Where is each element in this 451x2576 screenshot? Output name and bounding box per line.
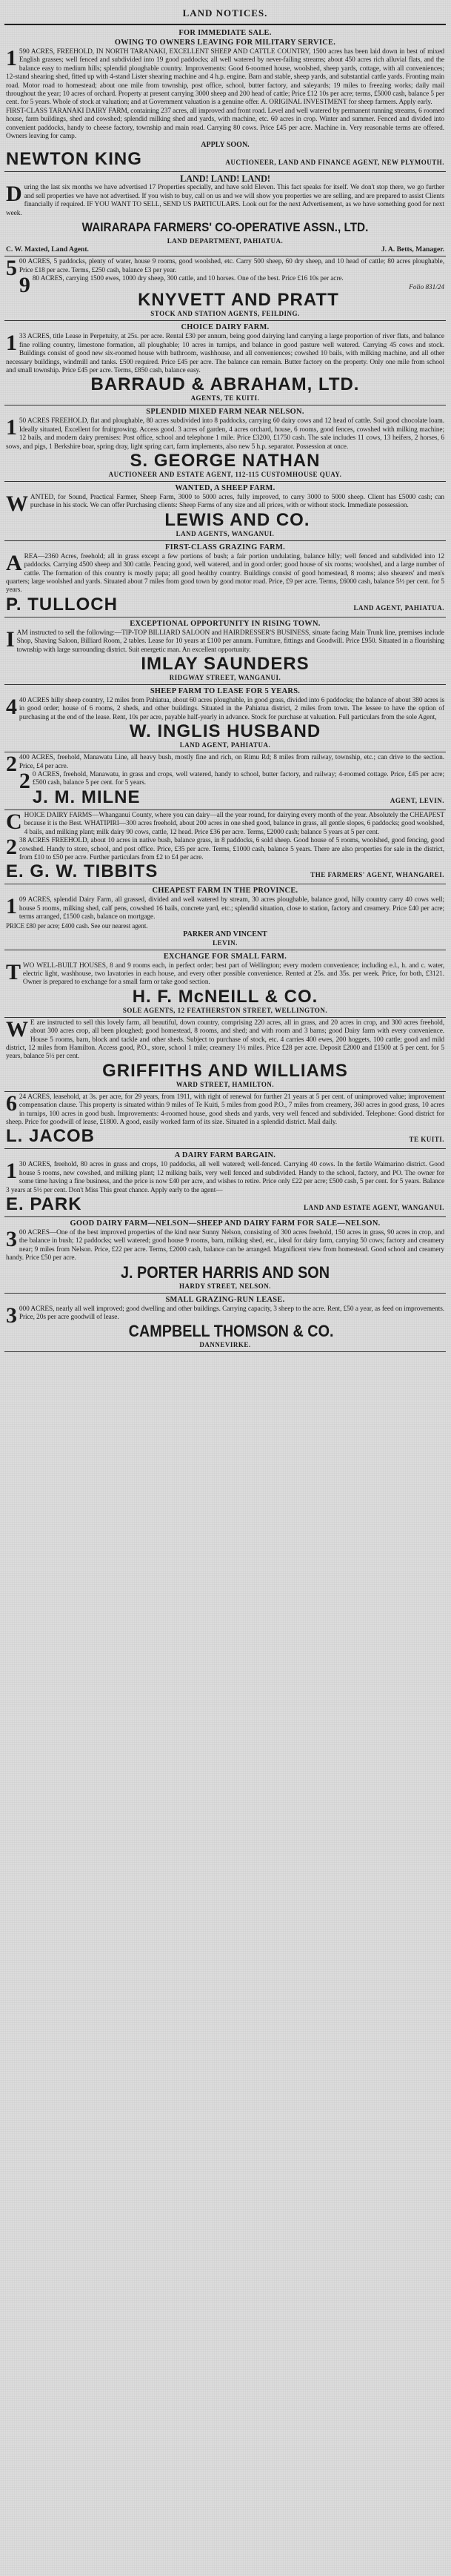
advertiser-name: IMLAY SAUNDERS — [141, 654, 310, 675]
advertiser-name: GRIFFITHS AND WILLIAMS — [102, 1060, 348, 1081]
advertiser-address: LAND DEPARTMENT, PAHIATUA. — [167, 237, 284, 245]
advertiser-name: E. G. W. TIBBITS — [6, 861, 158, 882]
ad-title: FOR IMMEDIATE SALE. — [178, 29, 272, 37]
ad-body-secondary: PRICE £80 per acre; £400 cash. See our nearest agent. — [6, 921, 148, 930]
advertiser-address: DANNEVIRKE. — [199, 1341, 251, 1349]
ad-body: 150 ACRES FREEHOLD, flat and ploughable, 80 acres subdivided into 8 paddocks, carrying 60 dairy cows and 12 head of cattle. Soil good chocolate loam. Ideally situated, Excellent for fruitgrowing. Access good. 3 acres of garden, 4 acres orchard, house, 6 rooms, good fences, cowshed with milking machine; 12 bails, and modern dairy premises: Post office, school and telephone 1 mile. Price £3200, £1750 cash. The sale includes 11 cows, 13 heifers, 2 horses, 6 sows, and pigs, 1 Berkshire boar, spring dray, light spring cart, farm implements, also new 5 h.p. separator. Possession at once. — [6, 415, 444, 451]
advertisement-wairarapa-farmers — [4, 172, 446, 256]
advertiser-name: E. PARK — [6, 1194, 82, 1215]
land-notices-column — [4, 1, 446, 2574]
ad-body: 3000 ACRES, nearly all well improved; good dwelling and other buildings. Carrying capacity, 3 sheep to the acre. Rent, £50 a year, as feed on improvements. Price, 20s per acre goodwill of lease. — [6, 1302, 444, 1328]
advertiser-address: RIDGWAY STREET, WANGANUI. — [169, 674, 281, 682]
manager-line: J. A. Betts, Manager. — [381, 245, 444, 254]
advertiser-name: P. TULLOCH — [6, 594, 118, 615]
advertiser-name: NEWTON KING — [6, 149, 142, 170]
advertisement-tulloch — [4, 541, 446, 617]
advertisement-park — [4, 1149, 446, 1217]
advertisement-knyvett-pratt — [4, 256, 446, 321]
advertiser-name: H. F. McNEILL & CO. — [132, 986, 318, 1007]
ad-body: WANTED, for Sound, Practical Farmer, Sheep Farm, 3000 to 5000 acres, fully improved, to carry 3000 to 5000 sheep. Client has £5000 cash; can purchase in his stock. We can offer Purchasing clients: Sheep Farms of any size and all prices, with or without stock. Immediate possession. — [6, 491, 444, 516]
advertiser-name: WAIRARAPA FARMERS' CO-OPERATIVE ASSN., LTD. — [81, 220, 369, 235]
advertiser-address: TE KUITI. — [409, 1136, 444, 1144]
ad-title: SPLENDID MIXED FARM NEAR NELSON. — [146, 408, 304, 417]
ad-title: EXCEPTIONAL OPPORTUNITY IN RISING TOWN. — [130, 619, 321, 628]
ad-body: 300 ACRES—One of the best improved properties of the kind near Sunny Nelson, consisting of 300 acres freehold, 150 acres in grass, 90 acres in crop, and the balance in bush; 12 paddocks; well watered; good house 9 rooms, barn, milking shed, etc., ideal for dairy farm, carrying 50 cows; factory and creamery near; 9 miles from Nelson. Price, £22 per acre. Terms, £2000 cash, balance can be arranged. Magnificent view from homestead. Good school and creamery handy. Price £50 per acre. — [6, 1227, 444, 1262]
ad-body: WE are instructed to sell this lovely farm, all beautiful, down country, comprising 220 acres, all in grass, and 20 acres in crop, and 300 acres freehold, about 300 acres crop, all been ploughed; good homestead, 8 rooms, and shed; and with room and 3 barns; good Dairy farm with every convenience. House 5 rooms, barn, block and tackle and other sheds. Subject to purchase of stock, etc. 4 carries 400 ewes, 200 hoggets, 100 cattle; good and mild district, 12 miles from Hamilton. Access good, P.O., store, school 1 mile; creamery 1½ miles. Price £28 per acre. Deposit £2000 and £1500 at 5 per cent. for 5 years, balance 5½ per cent. — [6, 1016, 444, 1061]
advertisement-mcneill — [4, 950, 446, 1018]
advertiser-address: LAND AGENT, PAHIATUA. — [179, 741, 271, 749]
advertiser-name: BARRAUD & ABRAHAM, LTD. — [90, 374, 360, 395]
advertiser-address: LEVIN. — [213, 938, 238, 947]
ad-title: WANTED, A SHEEP FARM. — [175, 483, 275, 492]
advertisement-jacob — [4, 1092, 446, 1150]
land-agent-line: C. W. Maxted, Land Agent. — [6, 245, 89, 254]
ad-title: FIRST-CLASS GRAZING FARM. — [165, 543, 285, 552]
ad-subtitle: OWING TO OWNERS LEAVING FOR MILITARY SERVICE. — [114, 39, 336, 47]
advertisement-milne — [4, 752, 446, 810]
advertiser-name: W. INGLIS HUSBAND — [129, 721, 321, 742]
advertiser-name: LEWIS AND CO. — [164, 509, 310, 530]
ad-title: EXCHANGE FOR SMALL FARM. — [163, 952, 287, 961]
ad-title: A DAIRY FARM BARGAIN. — [174, 1151, 276, 1160]
advertiser-address: STOCK AND STATION AGENTS, FEILDING. — [150, 310, 300, 318]
ad-title: SHEEP FARM TO LEASE FOR 5 YEARS. — [150, 687, 301, 696]
ad-body: 440 ACRES hilly sheep country, 12 miles from Pahiatua, about 60 acres ploughable, in good grass, divided into 6 paddocks; the balance of about 380 acres is in good order; house of 6 rooms, 2 sheds, and other buildings. Situated in the Pahiatua district, 2 miles from town. The lessee to have the option of purchasing at the end of the lease. Rent, 10s per acre, payable half-yearly in advance. Stock for purchase at valuation. Full particulars from the sole Agent, — [6, 695, 444, 721]
advertiser-address: AUCTIONEER AND ESTATE AGENT, 112-115 CUSTOMHOUSE QUAY. — [108, 470, 342, 478]
advertisement-porter-harris — [4, 1217, 446, 1294]
ad-body-secondary: 238 ACRES FREEHOLD, about 10 acres in native bush, balance grass, in 8 paddocks, 6 sold sheep. Good house of 5 rooms, woolshed, good fencing, good cowshed. Handy to store, school, and post office. Price, £35 per acre. Terms, £1000 cash, balance 5 years. There are also properties for sale in the district, from £10 to £50 per acre. Further particulars from £2 to £4 per acre. — [6, 835, 444, 861]
ad-body: 624 ACRES, leasehold, at 3s. per acre, for 29 years, from 1911, with right of renewal for further 21 years at 5 per cent. of unimproved value; improvement compensation clause. This property is situated within 9 miles of Te Kuiti, 5 miles from good P.O., 7 miles from creamery, 360 acres in good grass, 10 acres in turnips, 100 acres in good bush. Improvements: 4-roomed house, good sheds and yards, very well fenced and subdivided. Telephone: Good district for sheep. Price for goodwill of lease, £1800. A good, easily worked farm of its size. Situated in a splendid district. Mail daily. — [6, 1090, 444, 1126]
ad-title: SMALL GRAZING-RUN LEASE. — [165, 1295, 285, 1304]
ad-body: 500 ACRES, 5 paddocks, plenty of water, house 9 rooms, good woolshed, etc. Carry 500 sheep, 60 dry sheep, and 10 head of cattle; 80 acres ploughable, Price £18 per acre. Terms, £250 cash, balance £3 per year. — [6, 256, 444, 281]
ad-body-secondary: 980 ACRES, carrying 1500 ewes, 1000 dry sheep, 300 cattle, and 10 horses. One of the best. Price £16 10s per acre. — [19, 272, 344, 297]
advertiser-name: J. M. MILNE — [32, 787, 141, 807]
folio-reference: Folio 831/24 — [409, 283, 444, 291]
advertiser-address: SOLE AGENTS, 12 FEATHERSTON STREET, WELLINGTON. — [122, 1006, 328, 1014]
ad-title: CHOICE DAIRY FARM. — [181, 323, 270, 332]
advertisement-imlay-saunders — [4, 617, 446, 685]
advertisement-inglis-husband — [4, 685, 446, 752]
advertiser-address: LAND AND ESTATE AGENT, WANGANUI. — [304, 1204, 444, 1212]
ad-title: GOOD DAIRY FARM—NELSON—SHEEP AND DAIRY FARM FOR SALE—NELSON. — [70, 1219, 381, 1228]
advertiser-name: KNYVETT AND PRATT — [138, 290, 339, 311]
advertiser-name: PARKER AND VINCENT — [183, 930, 267, 938]
advertiser-address: THE FARMERS' AGENT, WHANGAREI. — [310, 871, 444, 879]
advertiser-address: AGENT, LEVIN. — [390, 796, 444, 804]
advertiser-name: CAMPBELL THOMSON & CO. — [128, 1322, 334, 1341]
advertisement-lewis-co — [4, 482, 446, 541]
advertiser-address: LAND AGENT, PAHIATUA. — [353, 603, 444, 612]
ad-body: TWO WELL-BUILT HOUSES, 8 and 9 rooms each, in perfect order; best part of Wellington; every modern convenience; including e.l., h. and c. water, electric light, washhouse, two lavatories in each house, and every other possible convenience. Rented at 25s. and 35s. per week. Price, for both, £3121. Owner is prepared to exchange for a small farm or take good section. — [6, 959, 444, 987]
advertiser-name: J. PORTER HARRIS AND SON — [120, 1262, 330, 1282]
ad-call-to-action: APPLY SOON. — [201, 141, 250, 150]
advertiser-name: L. JACOB — [6, 1126, 96, 1147]
ad-body: CHOICE DAIRY FARMS—Whanganui County, where you can dairy—all the year round, for dairying every month of the year. Absolutely the CHEAPEST because it is the Best. WHATIPIRI—300 acres freehold, about 200 acres in one shed good, balance in grass, all gentle slopes, 6 paddocks; good woolshed, 4 bails, and milking plant; milk dairy 90 cows, cattle, 12 head. Price £36 per acre. Terms, £2000 cash; balance 5 years at 5 per cent. — [6, 809, 444, 836]
ad-body: 1590 ACRES, FREEHOLD, IN NORTH TARANAKI, EXCELLENT SHEEP AND CATTLE COUNTRY, 1500 acres has been laid down in best of mixed English grasses; well fenced and subdivided into 19 good paddocks; all well watered by never-failing streams; about 450 acres rich alluvial flats, and the balance easy to medium hills; splendid ploughable country. Improvements: Good 6-roomed house, woolshed, sheep yards, cottage, with all conveniences; 12-stand shearing shed, fitted up with 4-stand Lister shearing machine and 4 h.p. engine. Barn and stable, sheep yards, and substantial cattle yards. Fronting main road. Motor road to homestead; about one mile from township, post office, school, butter factory, and saleyards; 19 miles to freezing works; daily mail throughout the year; 10 acres of orchard. Property at present carrying 3000 sheep and 200 head of cattle; Price £12 10s per acre; terms, £5000 cash, balance 5 per cent. for 5 years. Whole of stock at valuation; and at Government valuation is a genuine offer. A. ORIGINAL INVESTMENT for sheep farmers. Apply early. — [6, 46, 444, 107]
ad-title: CHEAPEST FARM IN THE PROVINCE. — [152, 887, 298, 895]
advertisement-newton-king — [4, 27, 446, 172]
advertisement-george-nathan — [4, 405, 446, 482]
advertiser-address: WARD STREET, HAMILTON. — [176, 1080, 275, 1088]
ad-title: LAND! LAND! LAND! — [180, 173, 270, 185]
advertisement-barraud-abraham — [4, 321, 446, 405]
ad-body: 130 ACRES, freehold, 80 acres in grass and crops, 10 paddocks, all well watered; well-fenced. Carrying 40 cows. In the fertile Waimarino district. Good house 5 rooms, new cowshed, and milking plant; 12 milking bails, very well fenced and subdivided. Handy to the school, factory, and PO. The owner for some time having a fine business, and the price is now £40 per acre, and wishes to retire. Price only £22 per acre; £500 cash, 5 per cent. for 5 years. Balance 3 years at 5½ per cent. Don't Miss This great chance. Apply early to the agent— — [6, 1159, 444, 1194]
ad-body-secondary: FIRST-CLASS TARANAKI DAIRY FARM, containing 237 acres, all improved and front road. Level and well watered by permanent running streams, 6 roomed house, farm buildings, shed and cowshed; splendid milking shed and yards, with machine, etc. 60 acres in crop. Winter and summer. Fenced and divided into convenient paddocks, handy to cheese factory, township and main road. Carrying 80 cows. Price £45 per acre. Machine in. Very reasonable terms are offered. Owners leaving for camp. — [6, 107, 444, 141]
ad-body: AREA—2360 Acres, freehold; all in grass except a few portions of bush; a fair portion undulating, balance hilly; well fenced and subdivided into 12 paddocks. Carrying 4500 sheep and 300 cattle. Fencing good, well watered, and in good order; good house of six rooms; woolshed, and a large number of cattle. The formation of this country is mostly papa; all good healthy country. Buildings consist of good homestead, 8 rooms; also shearers' and men's quarters; large woolshed and yards. Situated about 7 miles from good town by good motor road. Price, £9 per acre. Terms, £6000 cash, balance 5½ per cent. for 5 years. — [6, 550, 444, 595]
ad-body: IAM instructed to sell the following:—TIP-TOP BILLIARD SALOON and HAIRDRESSER'S BUSINESS, situate facing Main Trunk line, premises include Shop, Shaving Saloon, Billiard Room, 2 tables. Lease for 10 years at £100 per annum. Furniture, fittings and Goodwill. Price £950. Situated in a flourishing township with large surrounding district. Suit energetic man. An excellent opportunity. — [6, 626, 444, 654]
advertisement-campbell-thomson — [4, 1294, 446, 1353]
ad-body: 133 ACRES, title Lease in Perpetuity, at 25s. per acre. Rental £30 per annum, being good dairying land carrying a large proportion of river flats, and balance fine rolling country, limestone formation, all ploughable; 10 acres in turnips, and balance in good pasture well watered. Carrying 45 cows and stock. Buildings consist of good new six-roomed house with bathroom, washhouse, and all conveniences; cowshed 10 bails, with milking machine, and all other necessary buildings, windmill and tanks. £500 required. Price £45 per acre. The balance can remain. Butter factory on the property. Only one mile from school and small township. Price £45 per acre. Terms, £850 cash, balance easy. — [6, 331, 444, 374]
advertiser-address: AUCTIONEER, LAND AND FINANCE AGENT, NEW PLYMOUTH. — [225, 159, 444, 167]
advertiser-address: LAND AGENTS, WANGANUI. — [176, 529, 275, 537]
advertiser-address: AGENTS, TE KUITI. — [190, 394, 260, 403]
advertiser-address: HARDY STREET, NELSON. — [178, 1282, 272, 1290]
ad-body: 2400 ACRES, freehold, Manawatu Line, all heavy bush, mostly fine and rich, on Rimu Rd; 8 miles from railway, township, etc.; can drive to the section. Price, £4 per acre. — [6, 752, 444, 777]
advertisement-parker-vincent — [4, 884, 446, 950]
advertisement-griffiths-williams — [4, 1018, 446, 1092]
ad-body: 109 ACRES, splendid Dairy Farm, all grassed, divided and well watered by stream, 30 acres ploughable, balance good, hilly country carry 40 cows well; house 5 rooms, milking shed, calf pens, cowshed 16 bails, concrete yard, etc.; splendid situation, close to station, factory and creamery. Price £40 per acre; terms arranged, £1500 cash, balance on mortgage. — [6, 894, 444, 921]
advertiser-name: S. GEORGE NATHAN — [130, 450, 321, 471]
section-heading: LAND NOTICES. — [4, 1, 446, 25]
ad-body: During the last six months we have advertised 17 Properties specially, and have sold Eleven. This fact speaks for itself. We don't stop there, we go further and sell properties we have not advertised. If you wish to buy, call on us and we will show you properties we are selling, and are prepared to assist Clients financially if required. IF YOU WANT TO SELL, SEND US PARTICULARS. Look out for the next Advertisement, as we have something good for next week. — [6, 182, 444, 217]
ad-body-secondary: 20 ACRES, freehold, Manawatu, in grass and crops, well watered, handy to school, butter factory, and railway; 4-roomed cottage. Price, £45 per acre; £500 cash, balance 5 per cent. for 5 years. — [19, 769, 444, 794]
advertisement-tibbits — [4, 810, 446, 884]
